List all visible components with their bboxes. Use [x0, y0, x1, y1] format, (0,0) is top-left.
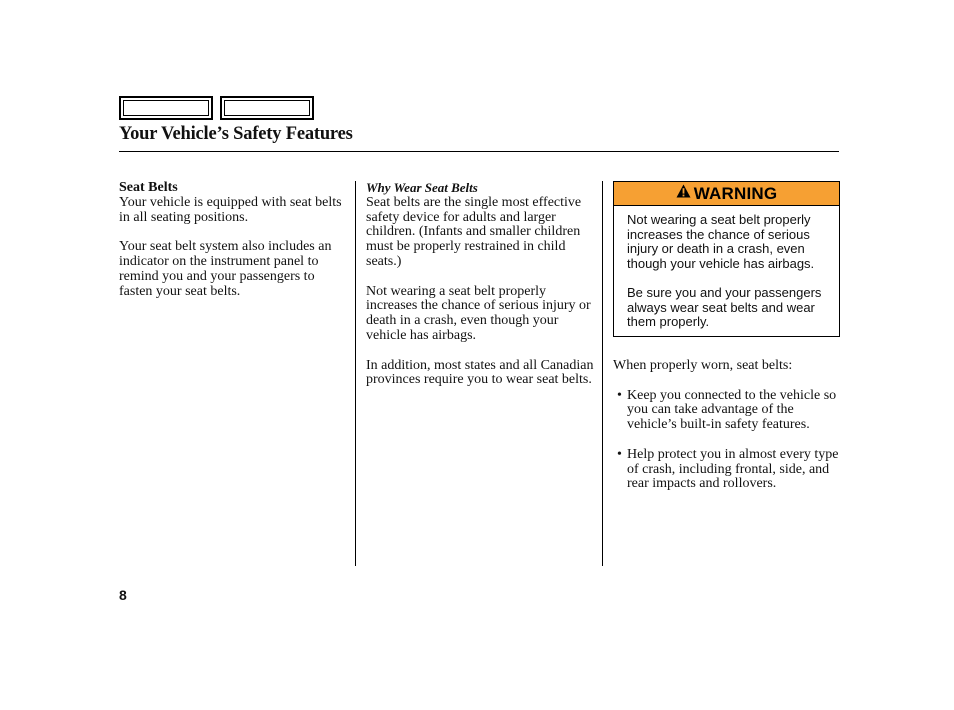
bullet-text: Keep you connected to the vehicle so you can take advantage of the vehicle’s built-in safety features. [627, 387, 837, 433]
warning-header [614, 182, 839, 206]
warning-text: Not wearing a seat belt properly increases the chance of serious injury or death in a crash, even though your vehicle has airbags. [627, 212, 815, 271]
column-2 [366, 181, 594, 403]
paragraph: Your seat belt system also includes an indicator on the instrument panel to remind you and your passengers to fasten your seat belts. [119, 239, 332, 299]
title-divider [119, 151, 839, 152]
section-heading: Seat Belts [119, 180, 178, 195]
paragraph: In addition, most states and all Canadian provinces require you to wear seat belts. [366, 357, 594, 388]
column-1 [119, 181, 344, 314]
bullet-item [613, 448, 840, 492]
paragraph: Your vehicle is equipped with seat belts in all seating positions. [119, 194, 342, 225]
paragraph: Not wearing a seat belt properly increases the chance of serious injury or death in a crash, even though your vehicle has airbags. [366, 283, 591, 343]
bullet-dot: • [617, 446, 622, 462]
warning-triangle-icon [676, 184, 691, 203]
bullet-dot: • [617, 387, 622, 403]
warning-box [613, 181, 840, 337]
bullet-item [613, 389, 840, 433]
subsection-heading: Why Wear Seat Belts [366, 180, 478, 195]
column-divider [355, 181, 356, 566]
page-title: Your Vehicle’s Safety Features [119, 124, 353, 144]
paragraph: When properly worn, seat belts: [613, 358, 793, 373]
page-number: 8 [119, 587, 127, 603]
column-divider [602, 181, 603, 566]
nav-tab-box-1[interactable] [119, 96, 213, 120]
paragraph: Seat belts are the single most effective safety device for adults and larger children. (Infants and smaller children must be properly restrained in child seats.) [366, 194, 582, 269]
warning-body [614, 206, 839, 330]
warning-text: Be sure you and your passengers always wear seat belts and wear them properly. [627, 284, 822, 330]
bullet-text: Help protect you in almost every type of crash, including frontal, side, and rear impacts and rollovers. [627, 446, 839, 492]
column-3-text [613, 359, 840, 507]
warning-label: WARNING [693, 183, 778, 203]
nav-tab-box-2[interactable] [220, 96, 314, 120]
